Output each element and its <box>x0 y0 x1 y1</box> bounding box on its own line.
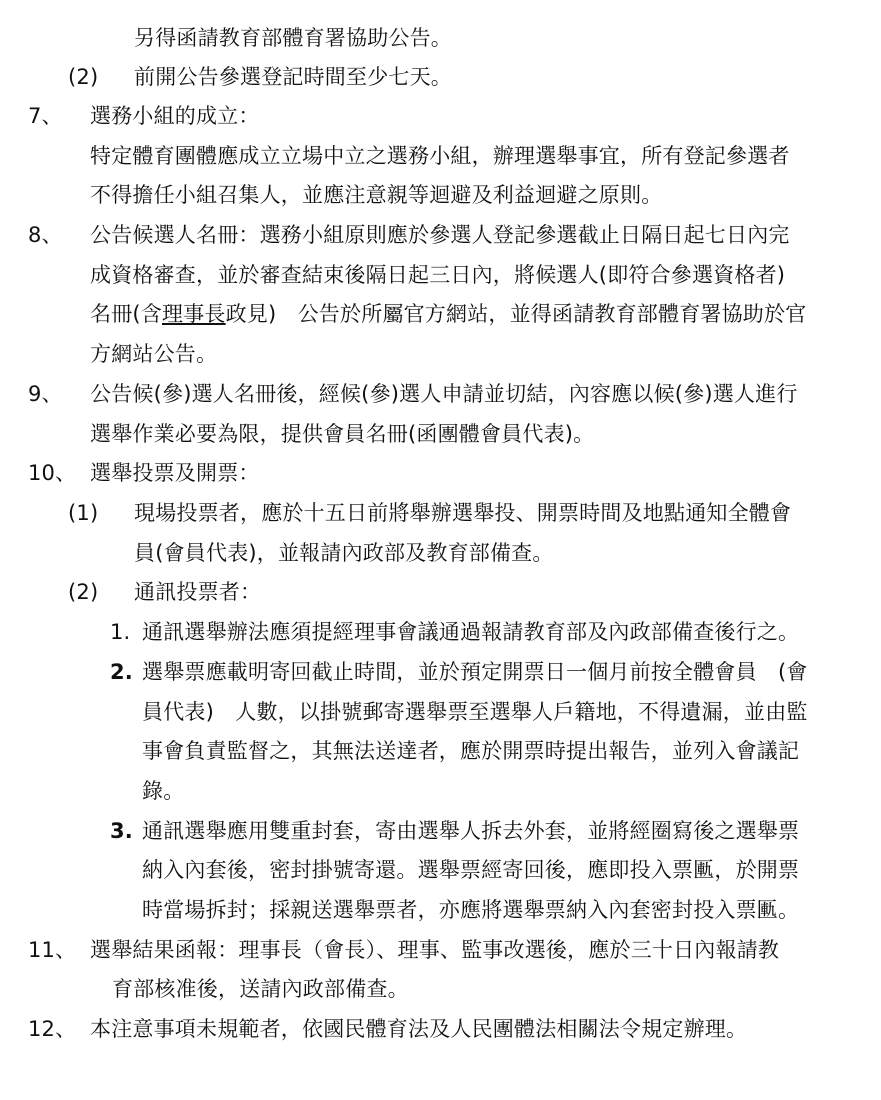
text-line: 選舉票應載明寄回截止時間，並於預定開票日一個月前按全體會員 (會 <box>142 660 808 684</box>
text-line: 時當場拆封；採親送選舉票者，亦應將選舉票納入內套密封投入票匭。 <box>142 898 800 922</box>
text-fragment: 名冊(含 <box>90 302 162 326</box>
section-number: 8、 <box>28 223 63 247</box>
text-line: 公告候(參)選人名冊後，經候(參)選人申請並切結，內容應以候(參)選人進行 <box>90 382 798 406</box>
text-line: 員(會員代表)，並報請內政部及教育部備查。 <box>134 541 554 565</box>
text-fragment: 政見) 公告於所屬官方網站，並得函請教育部體育署協助於官 <box>225 302 807 326</box>
text-line: 現場投票者，應於十五日前將舉辦選舉投、開票時間及地點通知全體會 <box>134 501 792 525</box>
section-heading: 選舉投票及開票： <box>90 461 260 485</box>
text-line: 方網站公告。 <box>90 342 218 366</box>
section-heading: 選務小組的成立： <box>90 104 260 128</box>
section-number: 12、 <box>28 1017 77 1041</box>
item-number: (2) <box>68 65 99 89</box>
list-number: 3. <box>110 819 133 843</box>
text-line: 事會負責監督之，其無法送達者，應於開票時提出報告，並列入會議記 <box>142 739 800 763</box>
item-number: (1) <box>68 501 99 525</box>
text-line: 成資格審查，並於審查結束後隔日起三日內，將候選人(即符合參選資格者) <box>90 263 786 287</box>
text-line <box>90 300 806 328</box>
section-number: 7、 <box>28 104 63 128</box>
subsection-heading: 通訊投票者： <box>134 580 262 604</box>
text-line: 納入內套後，密封掛號寄還。選舉票經寄回後，應即投入票匭，於開票 <box>142 858 800 882</box>
section-number: 11、 <box>28 938 77 962</box>
list-number: 2. <box>110 660 133 684</box>
text-line: 不得擔任小組召集人，並應注意親等迴避及利益迴避之原則。 <box>90 183 663 207</box>
text-line: 育部核准後，送請內政部備查。 <box>112 977 409 1001</box>
text-line: 公告候選人名冊：選務小組原則應於參選人登記參選截止日隔日起七日內完 <box>90 223 790 247</box>
text-line: 選舉結果函報：理事長（會長）、理事、監事改選後，應於三十日內報請教 <box>90 938 780 962</box>
text-line: 本注意事項未規範者，依國民體育法及人民團體法相關法令規定辦理。 <box>90 1017 748 1041</box>
text-line: 選舉作業必要為限，提供會員名冊(函團體會員代表)。 <box>90 422 595 446</box>
text-line: 通訊選舉應用雙重封套，寄由選舉人拆去外套，並將經圈寫後之選舉票 <box>142 819 800 843</box>
text-line: 錄。 <box>142 779 185 803</box>
section-number: 9、 <box>28 382 63 406</box>
text-line: 前開公告參選登記時間至少七天。 <box>134 65 452 89</box>
text-line: 特定體育團體應成立立場中立之選務小組，辦理選舉事宜，所有登記參選者 <box>90 144 790 168</box>
underlined-text: 理事長 <box>162 302 226 326</box>
section-number: 10、 <box>28 461 77 485</box>
text-line: 通訊選舉辦法應須提經理事會議通過報請教育部及內政部備查後行之。 <box>142 620 800 644</box>
text-line: 另得函請教育部體育署協助公告。 <box>134 26 452 50</box>
item-number: (2) <box>68 580 99 604</box>
text-line: 員代表) 人數，以掛號郵寄選舉票至選舉人戶籍地，不得遺漏，並由監 <box>142 700 808 724</box>
list-number: 1. <box>110 620 131 644</box>
